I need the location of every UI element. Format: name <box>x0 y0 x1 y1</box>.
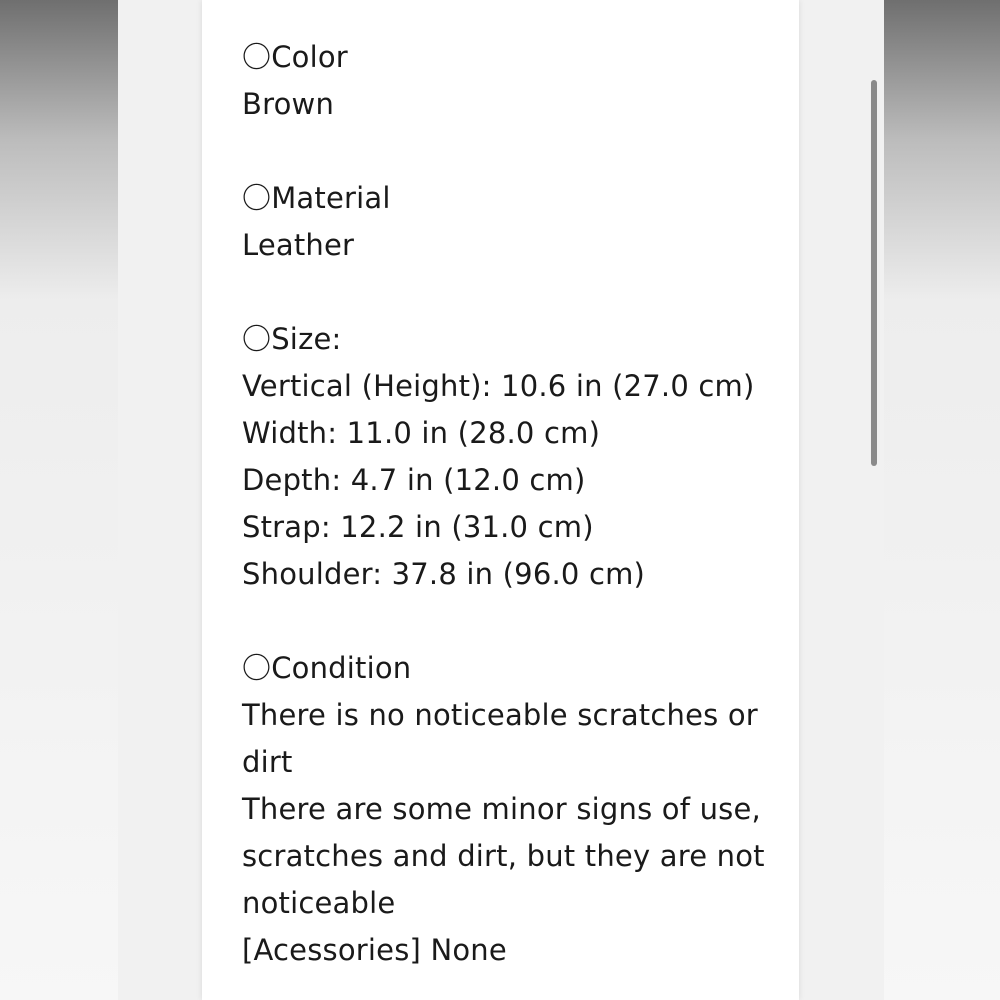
condition-line: There are some minor signs of use, <box>242 792 761 826</box>
spacer <box>242 598 782 645</box>
accessories-line: [Acessories] None <box>242 933 507 967</box>
item-description <box>242 34 782 974</box>
condition-heading: 〇Condition <box>242 651 412 685</box>
size-depth: Depth: 4.7 in (12.0 cm) <box>242 463 586 497</box>
color-heading: 〇Color <box>242 40 348 74</box>
blurred-background-left <box>0 0 118 1000</box>
condition-line: dirt <box>242 745 293 779</box>
size-strap: Strap: 12.2 in (31.0 cm) <box>242 510 594 544</box>
condition-line: noticeable <box>242 886 396 920</box>
scrollbar[interactable] <box>871 80 877 466</box>
material-value: Leather <box>242 228 355 262</box>
color-value: Brown <box>242 87 335 121</box>
spacer <box>242 269 782 316</box>
material-heading: 〇Material <box>242 181 391 215</box>
size-heading: 〇Size: <box>242 322 342 356</box>
blurred-background-right <box>884 0 1000 1000</box>
condition-line: There is no noticeable scratches or <box>242 698 758 732</box>
condition-line: scratches and dirt, but they are not <box>242 839 765 873</box>
size-shoulder: Shoulder: 37.8 in (96.0 cm) <box>242 557 646 591</box>
spacer <box>242 128 782 175</box>
size-width: Width: 11.0 in (28.0 cm) <box>242 416 601 450</box>
size-height: Vertical (Height): 10.6 in (27.0 cm) <box>242 369 755 403</box>
